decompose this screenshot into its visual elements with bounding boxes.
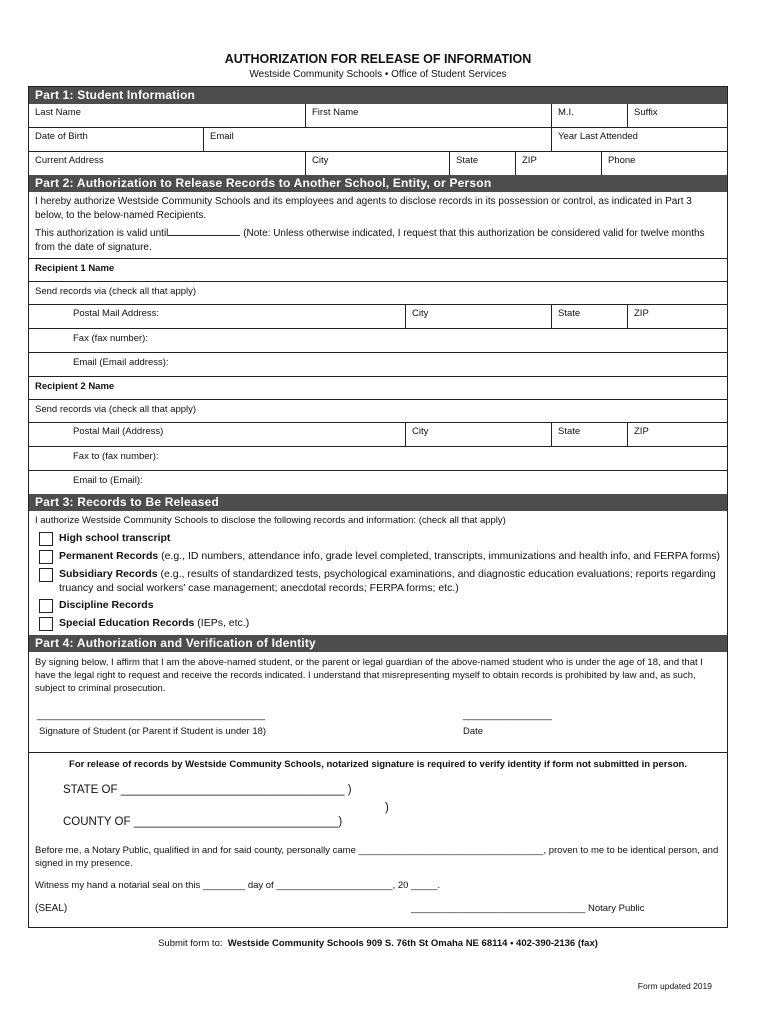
city-field[interactable]: City — [305, 152, 449, 175]
form-body — [28, 86, 728, 928]
valid-until-paragraph — [29, 226, 727, 258]
checkbox[interactable] — [39, 617, 53, 631]
suffix-field[interactable]: Suffix — [627, 104, 727, 127]
part3-intro: I authorize Westside Community Schools to disclose the following records and information: (check all that apply) — [35, 515, 506, 526]
record-option-subsidiary[interactable] — [29, 565, 727, 596]
county-of-line[interactable]: COUNTY OF ________________________________) — [63, 816, 343, 828]
record-option-permanent[interactable] — [29, 547, 727, 565]
recipient2-fax-field[interactable]: Fax to (fax number): — [29, 446, 727, 470]
recipient2-name-row[interactable] — [29, 376, 727, 399]
spacer — [29, 921, 727, 927]
recipient2-name-label: Recipient 2 Name — [35, 381, 115, 392]
recipient1-fax-field[interactable]: Fax (fax number): — [29, 328, 727, 352]
last-name-field[interactable]: Last Name — [35, 107, 81, 118]
part4-paragraph: By signing below, I affirm that I am the above-named student, or the parent or legal guardian of the above-named student who is under the age of 18, and that I have the legal right to request and receive the records indicated. I understand that misrepresenting myself to obtain records is prohibited by law and, as such, subject to criminal prosecution. — [35, 657, 703, 694]
recipient1-name-row[interactable] — [29, 258, 727, 281]
zip-field[interactable]: ZIP — [515, 152, 601, 175]
recipient2-send-row: Send records via (check all that apply) — [29, 399, 727, 422]
state-field[interactable]: State — [449, 152, 515, 175]
recipient2-city-field[interactable]: City — [405, 423, 551, 446]
record-option-bold: Special Education Records — [59, 617, 195, 629]
form-title: AUTHORIZATION FOR RELEASE OF INFORMATION — [224, 52, 532, 66]
witness-line[interactable]: Witness my hand a notarial seal on this ________ day of ______________________, 20 _____. — [35, 880, 441, 891]
recipient1-postal-field[interactable]: Postal Mail Address: — [73, 308, 160, 319]
record-option-bold: High school transcript — [59, 532, 171, 544]
part1-row3 — [29, 151, 727, 175]
recipient2-postal-row — [29, 422, 727, 446]
mi-field[interactable]: M.I. — [551, 104, 627, 127]
checkbox[interactable] — [39, 550, 53, 564]
recipient2-postal-field[interactable]: Postal Mail (Address) — [73, 426, 164, 437]
recipient1-postal-row — [29, 304, 727, 328]
signature-area — [29, 698, 727, 752]
first-name-field[interactable]: First Name — [305, 104, 551, 127]
part2-paragraph: I hereby authorize Westside Community Schools and its employees and agents to disclose records in its possession or control, as indicated in Part 3 below, to the below-named Recipients. — [35, 196, 692, 221]
part4-heading: Part 4: Authorization and Verification of Identity — [29, 635, 727, 652]
signature-line[interactable]: _________________________________________ — [37, 710, 266, 721]
seal-label: (SEAL) — [35, 903, 68, 914]
date-line[interactable]: ________________ — [463, 710, 552, 721]
recipient2-state-field[interactable]: State — [551, 423, 627, 446]
recipient1-state-field[interactable]: State — [551, 305, 627, 328]
form-subtitle: Westside Community Schools • Office of Student Services — [249, 69, 507, 80]
record-option-special-ed[interactable] — [29, 614, 727, 635]
part2-heading: Part 2: Authorization to Release Records to Another School, Entity, or Person — [29, 175, 727, 192]
notary-note: For release of records by Westside Community Schools, notarized signature is required to verify identity if form not submitted in person. — [69, 759, 687, 770]
bracket: ) — [385, 802, 389, 814]
recipient1-email-field[interactable]: Email (Email address): — [29, 352, 727, 376]
recipient2-zip-field[interactable]: ZIP — [627, 423, 727, 446]
signature-label: Signature of Student (or Parent if Student is under 18) — [39, 726, 267, 737]
record-option-transcript[interactable] — [29, 529, 727, 547]
record-option-detail: (e.g., ID numbers, attendance info, grade level completed, transcripts, immunizations and health info, and FERPA forms) — [158, 550, 721, 562]
recipient1-name-label: Recipient 1 Name — [35, 263, 115, 274]
email-field[interactable]: Email — [203, 128, 551, 151]
date-label: Date — [463, 726, 484, 737]
year-attended-field[interactable]: Year Last Attended — [551, 128, 727, 151]
record-option-bold: Permanent Records — [59, 550, 159, 562]
before-me-paragraph[interactable]: Before me, a Notary Public, qualified in and for said county, personally came ___________________________________, proven to me to be identical person, and signed in my presence. — [35, 845, 719, 869]
checkbox[interactable] — [39, 599, 53, 613]
form-page — [28, 50, 728, 949]
submit-prefix: Submit form to: — [158, 938, 223, 949]
submit-info — [28, 938, 728, 949]
valid-until-input[interactable] — [168, 227, 240, 236]
notary-public-line[interactable]: _________________________________ Notary Public — [411, 903, 645, 914]
part1-row1 — [29, 104, 727, 127]
recipient1-city-field[interactable]: City — [405, 305, 551, 328]
part1-row2 — [29, 127, 727, 151]
seal-block — [29, 891, 727, 921]
dob-field[interactable]: Date of Birth — [35, 131, 88, 142]
recipient2-email-field[interactable]: Email to (Email): — [29, 470, 727, 494]
record-option-discipline[interactable] — [29, 596, 727, 614]
checkbox[interactable] — [39, 568, 53, 582]
state-county-block — [29, 770, 727, 832]
recipient1-zip-field[interactable]: ZIP — [627, 305, 727, 328]
record-option-bold: Discipline Records — [59, 599, 154, 611]
part1-heading: Part 1: Student Information — [29, 87, 727, 104]
record-option-bold: Subsidiary Records — [59, 568, 158, 580]
valid-prefix: This authorization is valid until — [35, 228, 169, 239]
recipient1-send-row: Send records via (check all that apply) — [29, 281, 727, 304]
checkbox[interactable] — [39, 532, 53, 546]
phone-field[interactable]: Phone — [601, 152, 727, 175]
record-option-detail: (IEPs, etc.) — [194, 617, 250, 629]
record-option-detail: (e.g., results of standardized tests, psychological examinations, and diagnostic education evaluations; reports regarding truancy and social workers’ case management; anecdotal records; FERPA forms; etc.) — [59, 568, 716, 594]
part3-heading: Part 3: Records to Be Released — [29, 494, 727, 511]
submit-address: Westside Community Schools 909 S. 76th St Omaha NE 68114 • 402-390-2136 (fax) — [227, 938, 598, 949]
notary-section — [29, 752, 727, 927]
state-of-line[interactable]: STATE OF ___________________________________ ) — [63, 784, 352, 796]
address-field[interactable]: Current Address — [35, 155, 104, 166]
form-updated-date: Form updated 2019 — [637, 981, 712, 991]
valid-suffix: (Note: Unless otherwise indicated, I request that this authorization be considered valid for twelve months from the date of signature. — [35, 228, 705, 253]
